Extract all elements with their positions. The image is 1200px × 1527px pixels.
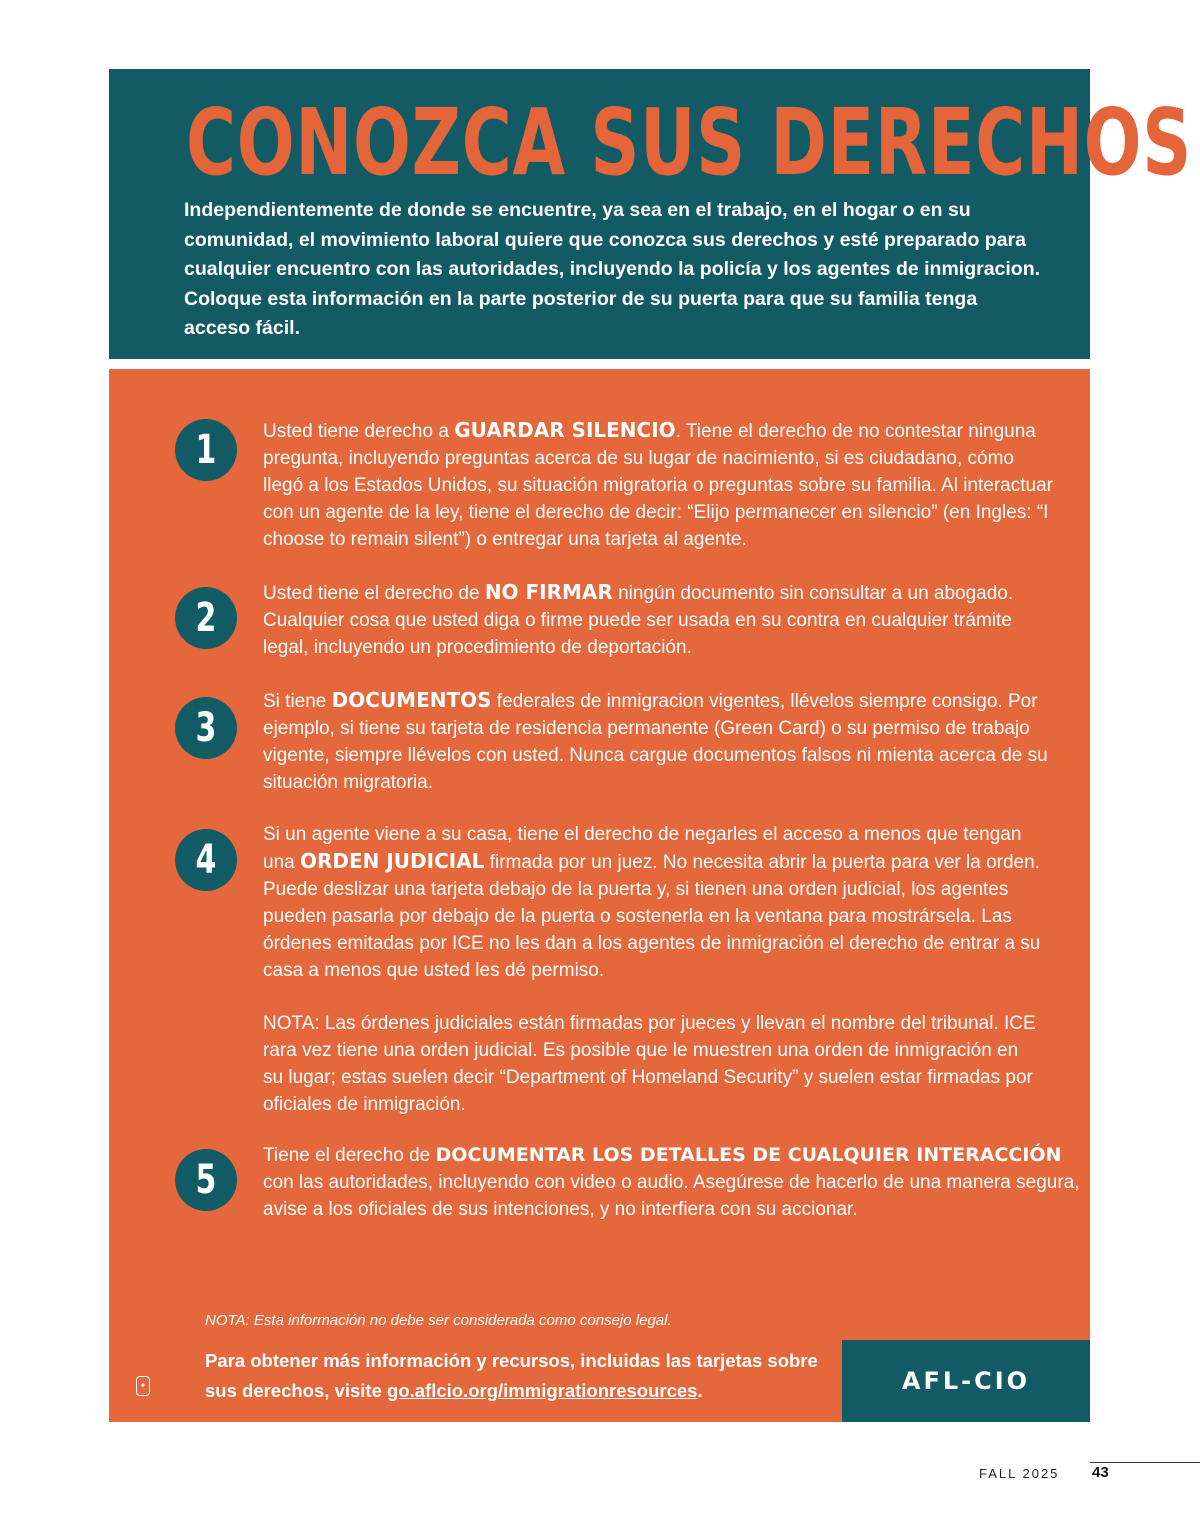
aflcio-logo: AFL-CIO	[842, 1340, 1090, 1422]
footer-issue: FALL 2025	[979, 1466, 1060, 1481]
right-item-3: Si tiene DOCUMENTOS federales de inmigracion vigentes, llévelos siempre consigo. Por ejemplo, si tiene su tarjeta de residencia permanente (Green Card) o su permiso de trabajo vigente, siempre llévelos con usted. Nunca cargue documentos falsos ni mienta acerca de su situación migratoria.	[263, 688, 1048, 793]
legal-disclaimer: NOTA: Esta información no debe ser considerada como consejo legal.	[205, 1312, 672, 1329]
right-4-note: NOTA: Las órdenes judiciales están firmadas por jueces y llevan el nombre del tribunal. ICE rara vez tiene una orden judicial. Es posible que le muestren una orden de inmigración en su lugar; estas suelen decir “Department of Homeland Security” y suelen estar firmadas por oficiales de inmigración.	[263, 1013, 1036, 1115]
right-keyword: ORDEN JUDICIAL	[299, 849, 485, 873]
number-badge-2: 2	[175, 587, 237, 649]
right-item-2: Usted tiene el derecho de NO FIRMAR ningún documento sin consultar a un abogado. Cualquier cosa que usted diga o firme puede ser usada en su contra en cualquier trámite legal, incluyendo un procedimiento de deportación.	[263, 580, 1014, 658]
right-item-4: Si un agente viene a su casa, tiene el derecho de negarles el acceso a menos que tengan una ORDEN JUDICIAL firmada por un juez. No necesita abrir la puerta para ver la orden. Puede deslizar una tarjeta debajo de la puerta y, si tienen una orden judicial, los agentes pueden pasarla por debajo de la puerta o sostenerla en la ventana para mostrársela. Las órdenes emitadas por ICE no les dan a los agentes de inmigración el derecho de entrar a su casa a menos que usted les dé permiso.	[263, 824, 1041, 981]
right-item-1: Usted tiene derecho a GUARDAR SILENCIO. Tiene el derecho de no contestar ninguna pregunta, incluyendo preguntas acerca de su lugar de nacimiento, si es ciudadano, cómo llegó a los Estados Unidos, su situación migratoria o preguntas sobre su familia. Al interactuar con un agente de la ley, tiene el derecho de decir: “Elijo permanecer en silencio” (en Ingles: “I choose to remain silent”) o entregar una tarjeta al agente.	[263, 418, 1053, 550]
page-number: 43	[1092, 1464, 1109, 1481]
right-keyword: DOCUMENTAR LOS DETALLES DE CUALQUIER INTERACCIÓN	[435, 1144, 1062, 1166]
rights-panel	[109, 369, 1090, 1422]
page-title: CONOZCA SUS DERECHOS	[186, 89, 1193, 196]
right-keyword: NO FIRMAR	[484, 580, 613, 604]
more-info-text: Para obtener más información y recursos, incluidas las tarjetas sobre sus derechos, visite go.aflcio.org/immigrationresources.	[205, 1350, 818, 1401]
intro-text: Independientemente de donde se encuentre, ya sea en el trabajo, en el hogar o en su comunidad, el movimiento laboral quiere que conozca sus derechos y esté preparado para cualquier encuentro con las autoridades, incluyendo la policía y los agentes de inmigracion. Coloque esta información en la parte posterior de su puerta para que su familia tenga acceso fácil.	[184, 199, 1041, 339]
right-keyword: DOCUMENTOS	[331, 688, 492, 712]
right-keyword: GUARDAR SILENCIO	[454, 418, 676, 442]
header-panel	[109, 69, 1193, 359]
number-badge-4: 4	[175, 829, 237, 891]
union-bug-icon: ✦	[136, 1376, 150, 1396]
resources-link[interactable]: go.aflcio.org/immigrationresources	[387, 1380, 698, 1401]
number-badge-1: 1	[175, 419, 237, 481]
footer-rule	[1090, 1462, 1200, 1463]
right-item-5: Tiene el derecho de DOCUMENTAR LOS DETALLES DE CUALQUIER INTERACCIÓN con las autoridades, incluyendo con video o audio. Asegúrese de hacerlo de una manera segura, avise a los oficiales de sus intenciones, y no interfiera con su accionar.	[263, 1144, 1080, 1220]
number-badge-3: 3	[175, 697, 237, 759]
number-badge-5: 5	[175, 1149, 237, 1211]
